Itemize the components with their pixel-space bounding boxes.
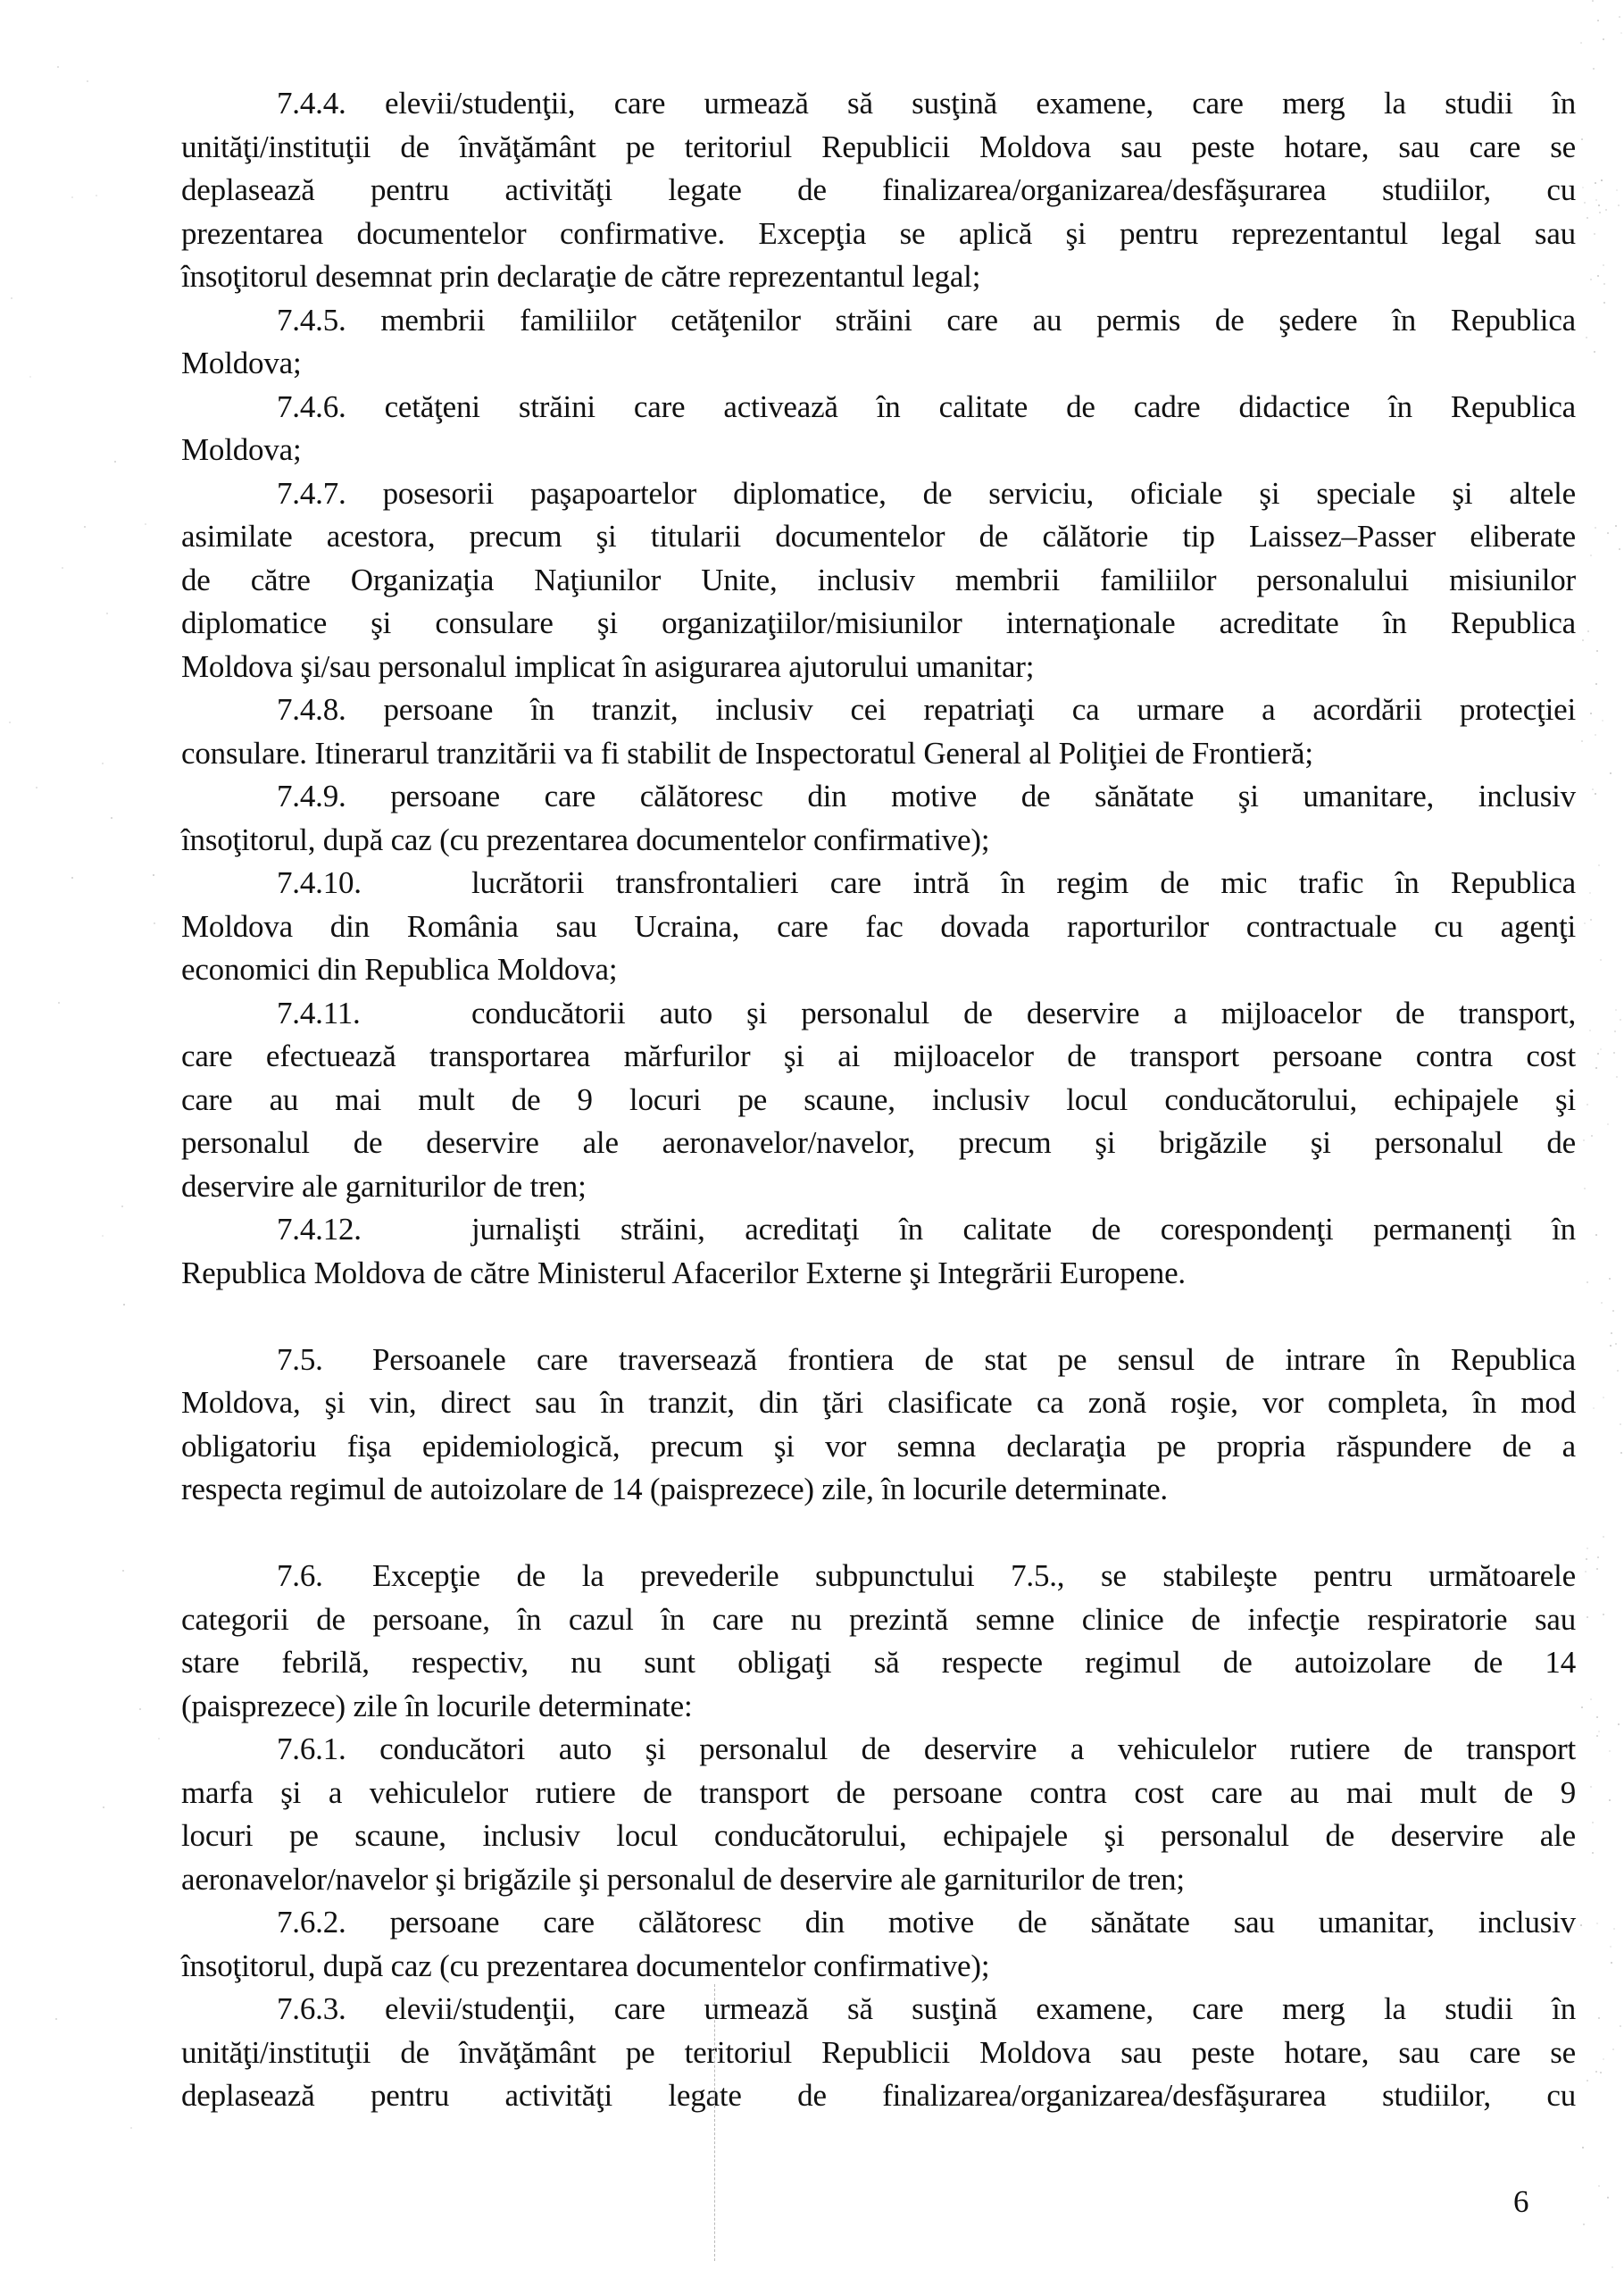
line-text: Republica Moldova de către Ministerul Afacerilor Externe şi Integrării Europene. <box>181 1255 1186 1290</box>
scan-speck <box>1584 922 1586 924</box>
text-line <box>181 646 1576 689</box>
scan-speck <box>145 523 146 525</box>
scan-speck <box>1598 2017 1600 2019</box>
clause-number: 7.4.6. <box>277 388 346 424</box>
line-text: personalul de deservire ale aeronavelor/navelor, precum şi brigăzile şi personalul de <box>181 1125 1576 1160</box>
scan-speck <box>1600 2072 1602 2073</box>
scan-speck <box>1587 1616 1588 1618</box>
line-text: asimilate acestora, precum şi titularii documentelor de călătorie tip Laissez–Passer eliberate <box>181 519 1576 554</box>
paragraph-7-6 <box>181 1555 1576 1728</box>
paragraph-7-4-6 <box>181 386 1576 472</box>
scan-speck <box>1592 1852 1594 1854</box>
text-line <box>181 1208 1576 1252</box>
scan-speck <box>1601 179 1603 181</box>
text-line <box>181 429 1576 472</box>
clause-number: 7.4.9. <box>277 779 346 813</box>
line-text: aeronavelor/navelor şi brigăzile şi personalul de deservire ale garniturilor de tren; <box>181 1861 1185 1897</box>
text-line <box>181 213 1576 256</box>
line-text: deplasează pentru activităţi legate de finalizarea/organizarea/desfăşurarea studiilor, cu <box>181 172 1576 207</box>
scan-speck <box>58 1002 60 1004</box>
scan-speck <box>1603 2058 1604 2060</box>
scan-speck <box>1596 1568 1598 1570</box>
scan-speck <box>1592 788 1594 790</box>
scan-speck <box>1603 1536 1604 1538</box>
scan-speck <box>11 297 12 299</box>
scan-speck <box>1595 734 1596 736</box>
scan-speck <box>1596 1735 1598 1737</box>
line-text: Moldova, şi vin, direct sau în tranzit, din ţări clasificate ca zonă roşie, vor completa, în mod <box>181 1385 1576 1420</box>
scan-speck <box>1610 772 1612 774</box>
scan-speck <box>96 195 97 196</box>
scan-speck <box>1603 283 1605 285</box>
text-line <box>181 1252 1576 1296</box>
line-text: însoţitorul desemnat prin declaraţie de către reprezentantul legal; <box>181 259 981 294</box>
scan-speck <box>1609 1750 1611 1752</box>
text-line <box>181 1035 1576 1079</box>
line-text: cetăţeni străini care activează în calitate de cadre didactice în Republica <box>384 388 1576 424</box>
scan-speck <box>1590 1786 1592 1788</box>
scan-speck <box>1582 2147 1584 2148</box>
line-text: jurnalişti străini, acreditaţi în calitate de corespondenţi permanenţi în <box>471 1212 1576 1247</box>
scan-speck <box>1587 1281 1588 1283</box>
line-text: care efectuează transportarea mărfurilor şi ai mijloacelor de transport persoane contra cost <box>181 1039 1576 1073</box>
text-line <box>181 515 1576 559</box>
scan-speck <box>1611 1962 1612 1964</box>
scan-speck <box>1602 720 1603 722</box>
paragraph-7-5 <box>181 1339 1576 1512</box>
scan-speck <box>102 763 104 764</box>
line-text: lucrătorii transfrontalieri care intră în regim de mic trafic în Republica <box>471 865 1576 900</box>
scan-speck <box>1580 42 1582 44</box>
scan-speck <box>111 817 112 819</box>
text-line <box>181 559 1576 603</box>
paragraph-7-4-8 <box>181 688 1576 775</box>
line-text: persoane care călătoresc din motive de sănătate sau umanitar, inclusiv <box>389 1905 1576 1940</box>
scan-speck <box>1609 1278 1611 1280</box>
clause-number: 7.4.7. <box>277 475 346 511</box>
line-text: însoţitorul, după caz (cu prezentarea documentelor confirmative); <box>181 1948 990 1983</box>
scan-speck <box>9 722 11 723</box>
paragraph-7-6-3 <box>181 1988 1576 2118</box>
scan-speck <box>1605 209 1607 211</box>
text-line <box>181 1468 1576 1512</box>
scan-speck <box>1590 1698 1592 1700</box>
line-text: deservire ale garniturilor de tren; <box>181 1168 587 1204</box>
scan-speck <box>1620 1019 1621 1021</box>
text-line <box>181 1901 1576 1945</box>
line-text: elevii/studenţii, care urmează să susţină examene, care merg la studii în <box>384 1991 1576 2026</box>
scan-speck <box>1590 713 1592 714</box>
line-text: Persoanele care traversează frontiera de stat pe sensul de intrare în Republica <box>372 1341 1576 1377</box>
scan-speck <box>1592 0 1594 2</box>
line-text: marfa şi a vehiculelor rutiere de transport de persoane contra cost care au mai mult de 9 <box>181 1774 1576 1810</box>
line-text: elevii/studenţii, care urmează să susţină examene, care merg la studii în <box>384 86 1576 121</box>
text-line <box>181 602 1576 646</box>
scan-speck <box>1590 919 1592 921</box>
scan-speck <box>1599 212 1601 213</box>
scan-speck <box>1595 527 1596 529</box>
text-line <box>181 169 1576 213</box>
text-line <box>181 126 1576 170</box>
scan-speck <box>1595 199 1597 201</box>
paragraph-7-4-10 <box>181 862 1576 992</box>
scan-speck <box>84 526 86 528</box>
clause-number: 7.6.2. <box>277 1905 346 1940</box>
scan-speck <box>36 787 37 788</box>
scan-speck <box>1615 525 1617 527</box>
scan-speck <box>1612 2048 1614 2050</box>
scan-speck <box>1585 1571 1587 1573</box>
text-line <box>181 386 1576 430</box>
scan-speck <box>1596 1716 1598 1718</box>
text-line <box>181 2074 1576 2118</box>
scan-speck <box>1583 2223 1585 2225</box>
scan-speck <box>1598 1731 1600 1732</box>
scan-speck <box>1600 959 1602 961</box>
scan-speck <box>1592 1822 1594 1823</box>
scan-speck <box>1612 2266 1613 2268</box>
scan-speck <box>1618 204 1620 206</box>
scan-speck <box>1607 532 1609 534</box>
scan-speck <box>1595 2071 1597 2073</box>
line-text: Moldova din România sau Ucraina, care fac dovada raporturilor contractuale cu agenţi <box>181 908 1576 944</box>
scan-speck <box>1584 202 1586 204</box>
clause-number: 7.6.3. <box>277 1991 346 2026</box>
line-text: membrii familiilor cetăţenilor străini care au permis de şedere în Republica <box>380 302 1576 338</box>
scan-speck <box>1589 1030 1591 1031</box>
clause-number: 7.6. <box>277 1558 323 1593</box>
clause-number: 7.4.4. <box>277 86 346 121</box>
scan-speck <box>1587 630 1589 632</box>
scan-speck <box>1616 189 1618 191</box>
scan-speck <box>71 196 73 198</box>
scan-speck <box>1607 1123 1609 1125</box>
line-text: consulare. Itinerarul tranzitării va fi stabilit de Inspectoratul General al Poliţiei de Frontieră; <box>181 735 1313 771</box>
text-line <box>181 688 1576 732</box>
scan-speck <box>130 2127 132 2129</box>
scan-speck <box>1620 1423 1621 1425</box>
text-line <box>181 1122 1576 1165</box>
line-text: Moldova; <box>181 346 302 380</box>
scan-speck <box>1587 217 1588 219</box>
scan-speck <box>1598 2185 1600 2187</box>
paragraph-7-6-2 <box>181 1901 1576 1988</box>
paragraph-7-4-12 <box>181 1208 1576 1295</box>
paragraph-7-6-1 <box>181 1728 1576 1901</box>
text-line <box>181 948 1576 992</box>
scan-speck <box>1590 555 1592 556</box>
line-text: unităţi/instituţii de învăţământ pe teritoriul Republicii Moldova sau peste hotare, sau care se <box>181 2034 1576 2070</box>
scan-speck <box>1595 683 1597 685</box>
line-text: locuri pe scaune, inclusiv locul conducătorului, echipajele şi personalul de deservire ale <box>181 1818 1576 1853</box>
scan-speck <box>1581 740 1583 742</box>
scan-speck <box>1603 264 1604 266</box>
scan-speck <box>1586 337 1587 338</box>
scan-speck <box>71 877 73 879</box>
scan-speck <box>1610 1345 1612 1347</box>
scan-speck <box>139 1708 141 1710</box>
line-text: persoane în tranzit, inclusiv cei repatriaţi ca urmare a acordării protecţiei <box>383 692 1576 727</box>
clause-number: 7.4.10. <box>277 865 362 900</box>
paragraph-spacer <box>181 1512 1576 1556</box>
line-text: stare febrilă, respectiv, nu sunt obligaţi să respecte regimul de autoizolare de 14 <box>181 1645 1576 1680</box>
scan-speck <box>87 80 88 82</box>
text-line <box>181 1685 1576 1729</box>
scan-speck <box>1612 1310 1614 1312</box>
scan-speck <box>1597 1556 1599 1558</box>
scan-speck <box>1587 2080 1588 2082</box>
scan-speck <box>1582 639 1584 641</box>
scan-speck <box>1620 32 1622 34</box>
line-text: diplomatice şi consulare şi organizaţiilor/misiunilor internaţionale acreditate în Republica <box>181 605 1576 640</box>
scan-speck <box>123 1304 125 1306</box>
scan-speck <box>1593 1407 1595 1409</box>
scan-speck <box>1617 1370 1619 1372</box>
scan-speck <box>1590 279 1592 280</box>
line-text: categorii de persoane, în cazul în care nu prezintă semne clinice de infecţie respiratorie sau <box>181 1601 1576 1637</box>
text-line <box>181 1641 1576 1685</box>
scan-speck <box>1619 16 1620 18</box>
text-line <box>181 1555 1576 1598</box>
text-line <box>181 775 1576 819</box>
scan-speck <box>1613 1928 1615 1930</box>
line-text: unităţi/instituţii de învăţământ pe teritoriul Republicii Moldova sau peste hotare, sau care se <box>181 129 1576 164</box>
scan-speck <box>1584 1188 1586 1189</box>
text-line <box>181 992 1576 1036</box>
text-line <box>181 1165 1576 1209</box>
scan-speck <box>153 874 154 876</box>
text-line <box>181 1381 1576 1425</box>
text-line <box>181 1339 1576 1382</box>
scan-speck <box>1618 1723 1620 1725</box>
scan-speck <box>1597 20 1599 21</box>
clause-number: 7.4.12. <box>277 1212 362 1247</box>
paragraph-7-4-5 <box>181 299 1576 386</box>
paragraph-spacer <box>181 1295 1576 1339</box>
scan-speck <box>1580 1924 1582 1926</box>
line-text: însoţitorul, după caz (cu prezentarea documentelor confirmative); <box>181 822 990 857</box>
scan-speck <box>154 922 155 924</box>
scan-speck <box>1581 138 1583 140</box>
text-line <box>181 1815 1576 1858</box>
scan-speck <box>1620 1452 1622 1454</box>
scan-speck <box>106 613 108 614</box>
clause-number: 7.4.5. <box>277 302 346 338</box>
paragraph-7-4-9 <box>181 775 1576 862</box>
text-line <box>181 1772 1576 1815</box>
scan-speck <box>1594 351 1595 353</box>
text-line <box>181 819 1576 863</box>
line-text: Moldova şi/sau personalul implicat în asigurarea ajutorului umanitar; <box>181 648 1035 684</box>
scan-artifact-line <box>714 1984 715 2261</box>
paragraph-7-4-4 <box>181 82 1576 299</box>
scan-speck <box>1601 1302 1603 1304</box>
line-text: conducători auto şi personalul de deservire a vehiculelor rutiere de transport <box>379 1731 1576 1766</box>
scan-speck <box>1595 182 1596 184</box>
line-text: de către Organizaţia Naţiunilor Unite, inclusiv membrii familiilor personalului misiunilor <box>181 562 1576 597</box>
scan-speck <box>1619 548 1620 550</box>
scan-speck <box>114 461 116 463</box>
clause-number: 7.5. <box>277 1341 323 1377</box>
scan-speck <box>1589 892 1591 894</box>
text-line <box>181 732 1576 776</box>
scan-speck <box>1616 1076 1618 1078</box>
scan-speck <box>1598 864 1600 866</box>
scan-speck <box>122 1570 124 1572</box>
line-text: care au mai mult de 9 locuri pe scaune, inclusiv locul conducătorului, echipajele şi <box>181 1081 1576 1117</box>
paragraph-7-4-11 <box>181 992 1576 1209</box>
scan-speck <box>103 1806 104 1808</box>
clause-number: 7.4.8. <box>277 692 346 727</box>
scan-speck <box>1598 204 1600 206</box>
scan-speck <box>29 376 31 378</box>
text-line <box>181 342 1576 386</box>
scan-speck <box>1595 1234 1597 1236</box>
line-text: Moldova; <box>181 432 302 467</box>
text-line <box>181 862 1576 905</box>
scan-speck <box>1607 2197 1609 2198</box>
line-text: respecta regimul de autoizolare de 14 (paisprezece) zile, în locurile determinate. <box>181 1472 1168 1506</box>
scan-speck <box>1597 275 1599 277</box>
line-text: deplasează pentru activităţi legate de finalizarea/organizarea/desfăşurarea studiilor, cu <box>181 2078 1576 2113</box>
scan-speck <box>62 567 63 569</box>
scan-speck <box>1603 38 1604 40</box>
scan-speck <box>1582 187 1584 188</box>
text-line <box>181 1079 1576 1122</box>
scan-speck <box>1613 1052 1615 1054</box>
text-line <box>181 1945 1576 1989</box>
scan-speck <box>1594 233 1595 235</box>
scan-speck <box>1603 1397 1604 1398</box>
text-line <box>181 905 1576 949</box>
scan-speck <box>1591 1135 1593 1137</box>
scan-speck <box>1603 1614 1604 1615</box>
scan-speck <box>1600 1048 1602 1050</box>
scan-speck <box>1620 2025 1621 2027</box>
paragraph-7-4-7 <box>181 472 1576 689</box>
scan-speck <box>1611 1332 1612 1334</box>
text-line <box>181 472 1576 516</box>
scan-speck <box>158 1738 160 1740</box>
scan-speck <box>57 66 59 68</box>
line-text: economici din Republica Moldova; <box>181 952 618 987</box>
text-line <box>181 255 1576 299</box>
scan-speck <box>1595 793 1596 795</box>
text-line <box>181 82 1576 126</box>
scan-speck <box>1609 1799 1611 1801</box>
line-text: (paisprezece) zile în locurile determinate: <box>181 1688 693 1723</box>
scan-speck <box>55 2018 57 2020</box>
text-line <box>181 299 1576 343</box>
scan-speck <box>102 1235 104 1237</box>
scan-speck <box>1614 1030 1616 1032</box>
scan-speck <box>1593 68 1595 70</box>
scan-speck <box>1596 650 1598 652</box>
text-line <box>181 1858 1576 1902</box>
scan-speck <box>1587 1104 1588 1105</box>
scan-speck <box>1587 1548 1588 1549</box>
scan-speck <box>1595 1067 1597 1069</box>
line-text: prezentarea documentelor confirmative. Excepţia se aplică şi pentru reprezentantul legal sau <box>181 215 1576 251</box>
scan-speck <box>1615 1343 1617 1345</box>
line-text: persoane care călătoresc din motive de sănătate şi umanitare, inclusiv <box>390 779 1576 813</box>
text-line <box>181 1728 1576 1772</box>
scan-speck <box>121 1206 123 1207</box>
text-line <box>181 1425 1576 1469</box>
line-text: posesorii paşapoartelor diplomatice, de serviciu, oficiale şi speciale şi altele <box>382 475 1576 511</box>
scan-speck <box>1596 1923 1598 1924</box>
line-text: Excepţie de la prevederile subpunctului 7.5., se stabileşte pentru următoarele <box>372 1558 1576 1593</box>
document-body <box>181 82 1576 2118</box>
scan-speck <box>1586 1558 1587 1560</box>
text-line <box>181 1598 1576 1642</box>
clause-number: 7.6.1. <box>277 1731 346 1766</box>
scan-speck <box>1603 302 1605 304</box>
scan-speck <box>1581 1706 1583 1708</box>
line-text: conducătorii auto şi personalul de deservire a mijloacelor de transport, <box>471 995 1576 1030</box>
text-line <box>181 1988 1576 2032</box>
clause-number: 7.4.11. <box>277 995 361 1030</box>
scan-speck <box>1597 1053 1599 1055</box>
scan-speck <box>1615 1009 1617 1011</box>
scan-speck <box>1610 1946 1612 1948</box>
line-text: obligatoriu fişa epidemiologică, precum şi vor semna declaraţia pe propria răspundere de a <box>181 1428 1576 1464</box>
text-line <box>181 2032 1576 2075</box>
scan-speck <box>1583 1139 1585 1141</box>
page-number: 6 <box>1513 2184 1529 2219</box>
